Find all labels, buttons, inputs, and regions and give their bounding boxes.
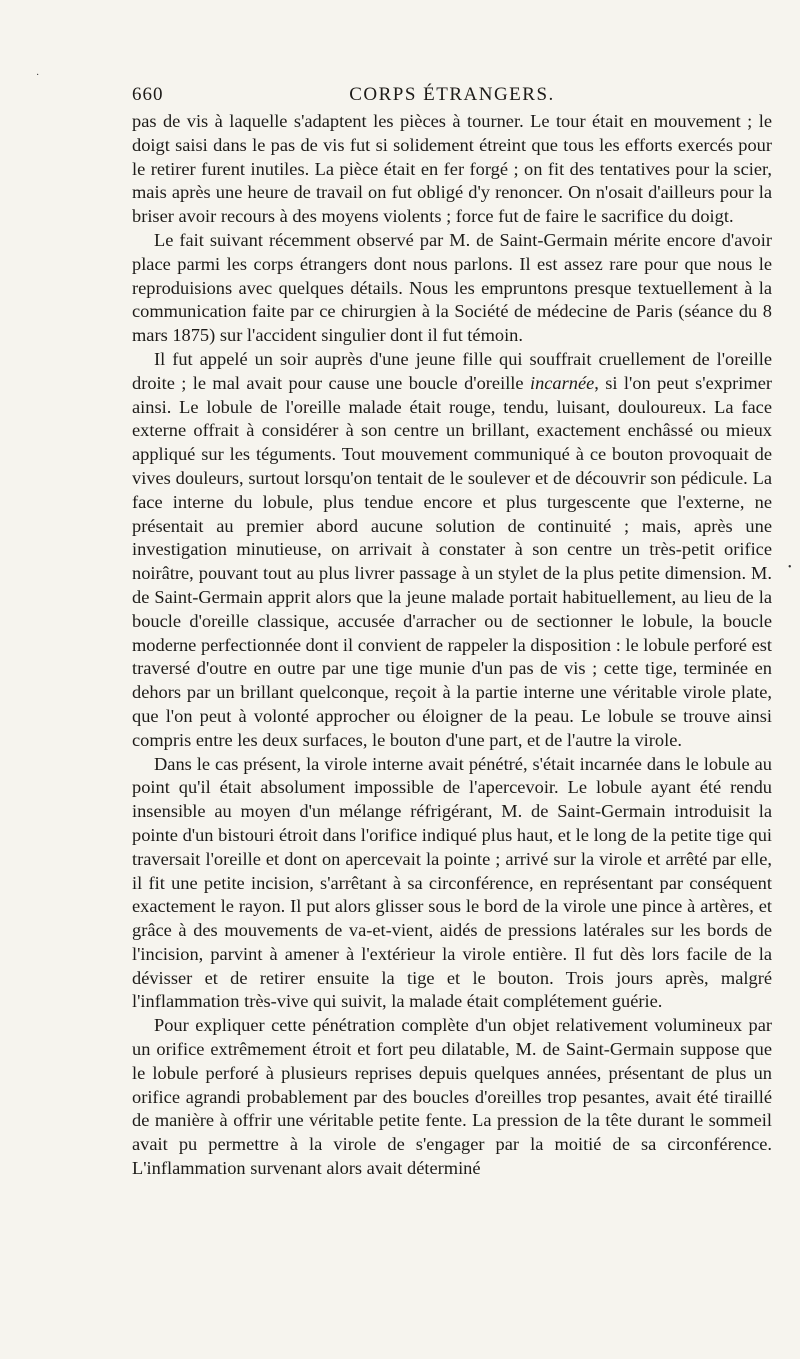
paragraph-2: Le fait suivant récemment observé par M. de Saint-Germain mérite encore d'avoir place parmi les corps étrangers dont nous parlons. Il est assez rare pour que nous le reproduisions avec quelques détails. Nous les empruntons presque textuellement à la communication faite par ce chirurgien à la Société de médecine de Paris (séance du 8 mars 1875) sur l'accident singulier dont il fut témoin. — [132, 229, 772, 346]
paragraph-3 — [132, 348, 772, 753]
book-page — [132, 80, 772, 1300]
page-number: 660 — [132, 84, 164, 105]
emphasis-incarnee: incarnée — [529, 372, 595, 393]
paragraph-3-part-2: , si l'on peut s'exprimer ainsi. Le lobule de l'oreille malade était rouge, tendu, luisant, douloureux. La face externe offrait à considérer à son centre un brillant, exactement enchâssé ou mieux appliqué sur les téguments. Tout mouvement communiqué à ce bouton provoquait de vives douleurs, surtout lorsqu'on tentait de le soulever et de découvrir son pédicule. La face interne du lobule, plus tendue encore et plus turgescente que l'externe, ne présentait au premier abord aucune solution de continuité ; mais, après une investigation minutieuse, on arrivait à constater à son centre un très-petit orifice noirâtre, pouvant tout au plus livrer passage à un stylet de la plus petite dimension. M. de Saint-Germain apprit alors que la jeune malade portait habituellement, au lieu de la boucle d'oreille classique, accusée d'arracher ou de sectionner le lobule, la boucle moderne perfectionnée dont il convient de rappeler la disposition : le lobule perforé est traversé d'outre en outre par une tige munie d'un pas de vis ; cette tige, terminée en dehors par un brillant quelconque, reçoit à la partie interne une véritable virole plate, que l'on peut à volonté approcher ou éloigner de la peau. Le lobule se trouve ainsi compris entre les deux surfaces, le bouton d'une part, et de l'autre la virole. — [132, 372, 772, 750]
margin-dot: · — [36, 70, 40, 81]
running-title: CORPS ÉTRANGERS. — [349, 84, 555, 105]
margin-dot: • — [788, 562, 792, 573]
paragraph-4: Dans le cas présent, la virole interne avait pénétré, s'était incarnée dans le lobule au point qu'il était absolument impossible de l'apercevoir. Le lobule ayant été rendu insensible au moyen d'un mélange réfrigérant, M. de Saint-Germain introduisit la pointe d'un bistouri étroit dans l'orifice indiqué plus haut, et le long de la petite tige qui traversait l'oreille et dont on apercevait la pointe ; arrivé sur la virole et arrêté par elle, il fit une petite incision, s'arrêtant à sa circonférence, en représentant par conséquent exactement le rayon. Il put alors glisser sous le bord de la virole une pince à artères, et grâce à des mouvements de va-et-vient, aidés de pressions latérales sur les bords de l'incision, parvint à amener à l'extérieur la virole entière. Il fut dès lors facile de la dévisser et de retirer ensuite la tige et le bouton. Trois jours après, malgré l'inflammation très-vive qui suivit, la malade était complétement guérie. — [132, 753, 772, 1012]
page-header — [132, 80, 772, 110]
paragraph-3-part-1: Il fut appelé un soir auprès d'une jeune fille qui souffrait cruellement de l'oreille droite ; le mal avait pour cause une boucle d'oreille — [132, 348, 772, 393]
paragraph-1: pas de vis à laquelle s'adaptent les pièces à tourner. Le tour était en mouvement ; le doigt saisi dans le pas de vis fut si solidement étreint que tous les efforts exercés pour le retirer furent inutiles. La pièce était en fer forgé ; on fit des tentatives pour la scier, mais après une heure de travail on fut obligé d'y renoncer. On n'osait d'ailleurs pour la briser avoir recours à des moyens violents ; force fut de faire le sacrifice du doigt. — [132, 111, 772, 227]
body-text — [132, 110, 772, 1181]
paragraph-5: Pour expliquer cette pénétration complète d'un objet relativement volumineux par un orifice extrêmement étroit et fort peu dilatable, M. de Saint-Germain suppose que le lobule perforé à plusieurs reprises depuis quelques années, présentant de plus un orifice agrandi probablement par des boucles d'oreilles trop pesantes, avait été tiraillé de manière à offrir une véritable petite fente. La pression de la tête durant le sommeil avait pu permettre à la virole de s'engager par la moitié de sa circonférence. L'inflammation survenant alors avait déterminé — [132, 1015, 772, 1179]
